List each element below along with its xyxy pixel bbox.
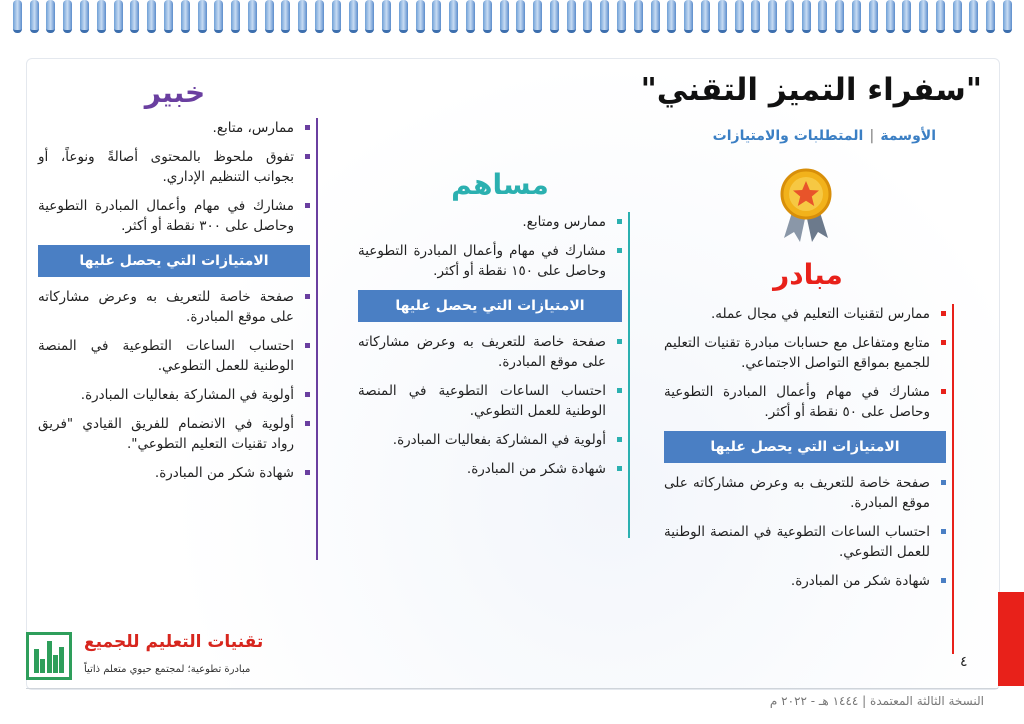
brand-name: تقنيات التعليم للجميع [84,632,264,652]
list-item: احتساب الساعات التطوعية في المنصة الوطنية للعمل التطوعي. [664,522,946,562]
list-item: مشارك في مهام وأعمال المبادرة التطوعية وحاصل على ٣٠٠ نقطة أو أكثر. [38,196,310,236]
list-item: صفحة خاصة للتعريف به وعرض مشاركاته على موقع المبادرة. [38,287,310,327]
footer-divider [26,688,998,689]
list-item: صفحة خاصة للتعريف به وعرض مشاركاته على موقع المبادرة. [358,332,622,372]
initiator-privileges [664,473,946,591]
subtitle-separator: | [869,128,875,144]
contributor-privileges-header: الامتيازات التي يحصل عليها [358,290,622,322]
page-number: ٤ [960,654,968,670]
list-item: شهادة شكر من المبادرة. [358,459,622,479]
medal-icon [776,166,836,246]
expert-title: خبير [144,76,206,109]
page-edge-tab [998,592,1024,686]
list-item: متابع ومتفاعل مع حسابات مبادرة تقنيات التعليم للجميع بمواقع التواصل الاجتماعي. [664,333,946,373]
list-item: ممارس، متابع. [38,118,310,138]
list-item: تفوق ملحوظ بالمحتوى أصالةً ونوعاً، أو بجوانب التنظيم الإداري. [38,147,310,187]
initiator-privileges-header: الامتيازات التي يحصل عليها [664,431,946,463]
list-item: شهادة شكر من المبادرة. [38,463,310,483]
list-item: احتساب الساعات التطوعية في المنصة الوطنية للعمل التطوعي. [38,336,310,376]
contributor-title: مساهم [451,168,549,201]
list-item: صفحة خاصة للتعريف به وعرض مشاركاته على موقع المبادرة. [664,473,946,513]
subtitle-requirements: المتطلبات والامتيازات [712,128,864,144]
list-item: أولوية في المشاركة بفعاليات المبادرة. [358,430,622,450]
page-subtitle [713,128,936,144]
footer-version: النسخة الثالثة المعتمدة | ١٤٤٤ هـ - ٢٠٢٢ م [769,694,984,708]
list-item: أولوية في المشاركة بفعاليات المبادرة. [38,385,310,405]
list-item: ممارس لتقنيات التعليم في مجال عمله. [664,304,946,324]
list-item: أولوية في الانضمام للفريق القيادي "فريق رواد تقنيات التعليم التطوعي". [38,414,310,454]
brand-tagline: مبادرة تطوعية؛ لمجتمع حيوي متعلم ذاتياً [84,664,251,675]
spiral-binding [0,0,1024,34]
expert-privileges [38,287,310,483]
page-title: "سفراء التميز التقني" [640,72,982,108]
list-item: احتساب الساعات التطوعية في المنصة الوطنية للعمل التطوعي. [358,381,622,421]
contributor-requirements [358,212,622,281]
brand-logo-icon [26,632,72,680]
initiator-requirements [664,304,946,422]
contributor-privileges [358,332,622,479]
list-item: مشارك في مهام وأعمال المبادرة التطوعية وحاصل على ٥٠ نقطة أو أكثر. [664,382,946,422]
contributor-column [358,212,630,538]
expert-column [38,118,318,560]
list-item: شهادة شكر من المبادرة. [664,571,946,591]
expert-privileges-header: الامتيازات التي يحصل عليها [38,245,310,277]
expert-requirements [38,118,310,236]
initiator-title: مبادر [773,258,843,291]
initiator-column [664,304,954,654]
subtitle-badges: الأوسمة [880,128,936,144]
list-item: ممارس ومتابع. [358,212,622,232]
list-item: مشارك في مهام وأعمال المبادرة التطوعية وحاصل على ١٥٠ نقطة أو أكثر. [358,241,622,281]
